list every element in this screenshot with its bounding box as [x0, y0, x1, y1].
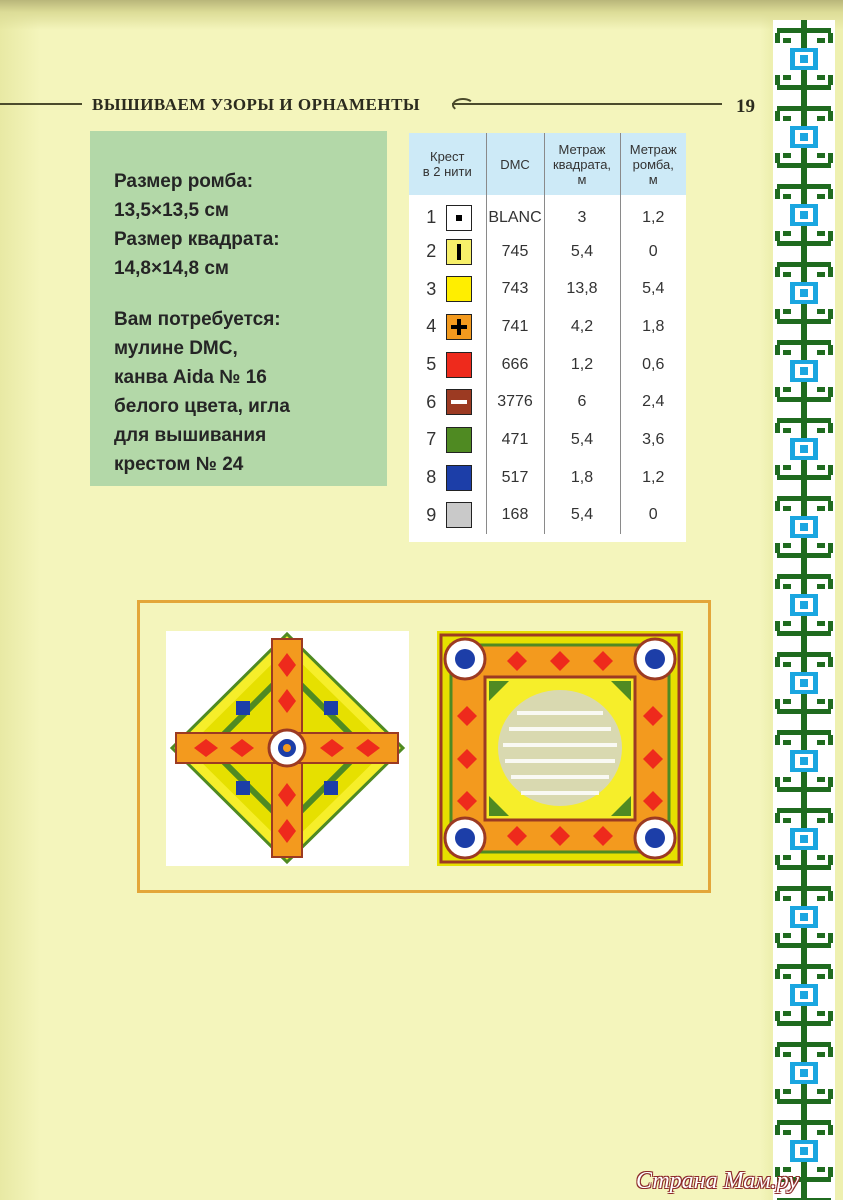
needs-line-2: канва Aida № 16 [114, 367, 267, 388]
header-dmc: DMC [486, 133, 544, 195]
legend-square-length: 5,4 [544, 497, 620, 535]
legend-square-length: 5,4 [544, 421, 620, 459]
legend-cross-cell [409, 383, 486, 421]
page-top-shadow [0, 0, 843, 30]
header-square-length: Метраж квадрата, м [544, 133, 620, 195]
legend-cross-cell [409, 421, 486, 459]
legend-square-length: 3 [544, 195, 620, 233]
legend-square-length: 5,4 [544, 233, 620, 271]
legend-square-length: 13,8 [544, 270, 620, 308]
color-swatch-icon [446, 205, 472, 231]
size-rhombus-value: 13,5×13,5 см [114, 200, 229, 221]
legend-dmc-code: 743 [486, 270, 544, 308]
legend-row-number: 5 [426, 354, 437, 375]
legend-row [409, 421, 686, 459]
legend-cross-cell [409, 497, 486, 535]
legend-rhombus-length: 2,4 [642, 393, 665, 411]
legend-row-number: 9 [426, 504, 437, 525]
legend-row-number: 8 [426, 467, 437, 488]
legend-dmc-code: 168 [486, 497, 544, 535]
color-swatch-icon [446, 314, 472, 340]
legend-row [409, 459, 686, 497]
legend-square-length: 6 [544, 383, 620, 421]
legend-cross-cell [409, 346, 486, 384]
square-pattern-image [437, 631, 683, 866]
legend-rhombus-length: 0 [648, 242, 658, 260]
needs-line-4: для вышивания [114, 425, 267, 446]
legend-cross-cell [409, 459, 486, 497]
legend-row [409, 233, 686, 271]
header-cross: Крест в 2 нити [409, 133, 486, 195]
color-swatch-icon [446, 389, 472, 415]
legend-cross-cell [409, 195, 486, 233]
color-swatch-icon [446, 427, 472, 453]
header-rule-left [0, 103, 82, 105]
legend-cross-cell [409, 308, 486, 346]
legend-dmc-code: 745 [486, 233, 544, 271]
needs-line-5: крестом № 24 [114, 454, 244, 475]
legend-row [409, 383, 686, 421]
legend-rhombus-length: 1,2 [642, 208, 665, 226]
legend-cross-cell [409, 270, 486, 308]
materials-info-box [90, 131, 387, 486]
legend-row [409, 270, 686, 308]
legend-rhombus-length: 5,4 [642, 280, 665, 298]
legend-row [409, 195, 686, 233]
legend-dmc-code: BLANC [486, 195, 544, 233]
legend-row [409, 497, 686, 535]
square-ornament-icon [437, 631, 683, 866]
size-rhombus-label: Размер ромба: [114, 171, 254, 192]
color-swatch-icon [446, 352, 472, 378]
color-swatch-icon [446, 239, 472, 265]
rhombus-pattern-image [166, 631, 409, 866]
legend-row-number: 4 [426, 316, 437, 337]
legend-dmc-code: 666 [486, 346, 544, 384]
decorative-border-strip [773, 20, 835, 1200]
header-rule-right [452, 103, 722, 105]
legend-dmc-code: 741 [486, 308, 544, 346]
legend-row-number: 1 [426, 207, 437, 228]
legend-row [409, 308, 686, 346]
rhombus-ornament-icon [166, 631, 409, 866]
legend-square-length: 4,2 [544, 308, 620, 346]
legend-row-number: 6 [426, 391, 437, 412]
page-number: 19 [736, 96, 755, 117]
watermark: Страна Мам.ру [636, 1168, 799, 1194]
legend-rhombus-length: 0 [648, 506, 658, 524]
legend-row-number: 2 [426, 241, 437, 262]
legend-rhombus-length: 1,8 [642, 317, 665, 335]
needs-line-1: мулине DMC, [114, 338, 238, 359]
legend-dmc-code: 471 [486, 421, 544, 459]
folk-ornament-border-icon [773, 20, 835, 1200]
legend-dmc-code: 3776 [486, 383, 544, 421]
color-swatch-icon [446, 465, 472, 491]
needs-label: Вам потребуется: [114, 309, 281, 330]
legend-square-length: 1,8 [544, 459, 620, 497]
color-swatch-icon [446, 502, 472, 528]
size-square-value: 14,8×14,8 см [114, 258, 229, 279]
header-rhombus-length: Метраж ромба, м [620, 133, 686, 195]
thread-legend-table [409, 133, 686, 542]
needs-line-3: белого цвета, игла [114, 396, 290, 417]
legend-rhombus-length: 3,6 [642, 430, 665, 448]
page-header-title: ВЫШИВАЕМ УЗОРЫ И ОРНАМЕНТЫ [92, 95, 421, 114]
legend-square-length: 1,2 [544, 346, 620, 384]
legend-rhombus-length: 0,6 [642, 355, 665, 373]
legend-row-number: 7 [426, 429, 437, 450]
legend-row-number: 3 [426, 278, 437, 299]
legend-rhombus-length: 1,2 [642, 468, 665, 486]
color-swatch-icon [446, 276, 472, 302]
legend-cross-cell [409, 233, 486, 271]
legend-dmc-code: 517 [486, 459, 544, 497]
legend-row [409, 346, 686, 384]
size-square-label: Размер квадрата: [114, 229, 280, 250]
